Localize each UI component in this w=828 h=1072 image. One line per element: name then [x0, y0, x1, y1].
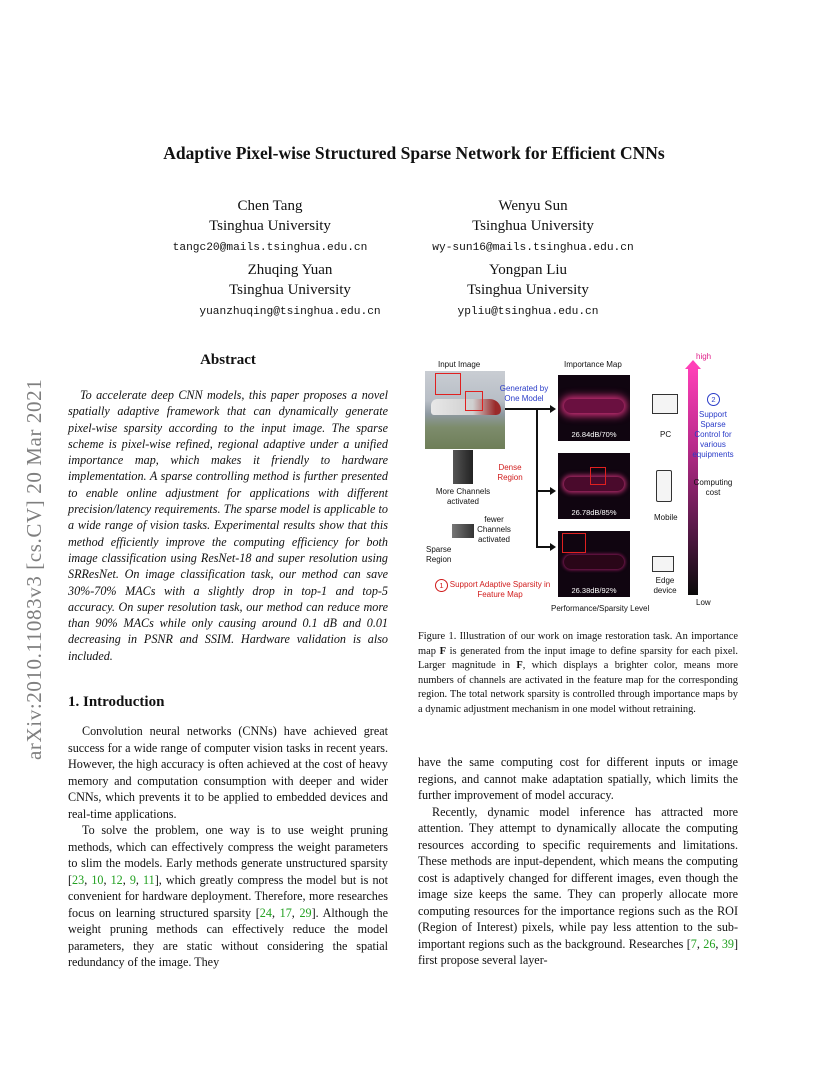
dense-region-label: Dense Region: [497, 463, 523, 482]
author-affiliation: Tsinghua University: [229, 282, 351, 298]
importance-glow: [564, 555, 624, 569]
dense-region-box: [590, 467, 606, 485]
intro-right-column: [418, 754, 738, 969]
sparse-region-box: [562, 533, 586, 553]
citation-link[interactable]: 26: [703, 936, 716, 951]
computing-cost-label: Computing cost: [693, 478, 733, 497]
citation-link[interactable]: 9: [129, 872, 136, 887]
input-image-label: Input Image: [438, 360, 481, 369]
author-block: [190, 260, 390, 322]
paper-title: Adaptive Pixel-wise Structured Sparse Network for Efficient CNNs: [163, 143, 665, 163]
author-email[interactable]: tangc20@mails.tsinghua.edu.cn: [172, 242, 368, 254]
citation-link[interactable]: 12: [110, 872, 123, 887]
performance-level-label: Performance/Sparsity Level: [551, 604, 650, 613]
highlight-box: [435, 373, 461, 395]
author-name: Wenyu Sun: [498, 198, 568, 214]
pc-label: PC: [660, 430, 672, 439]
figure-caption: Figure 1. Illustration of our work on image restoration task. An importance map F is generated from the input image to define sparsity for each pixel. Larger magnitude in F, which displays a brighter color, means more numbers of channels are activated in the feature map for the corresponding region. The total network sparsity is controlled through importance maps by a dynamic adjustment mechanism in one model without retraining.: [418, 631, 738, 715]
map-metric-label: 26.38dB/92%: [571, 586, 617, 595]
map-metric-label: 26.78dB/85%: [571, 508, 617, 517]
paragraph: have the same computing cost for different inputs or image regions, and cannot make adaptation spatially, which limits the further improvement of model accuracy.: [418, 755, 738, 802]
support-sparse-label: Support Sparse Control for various equipments: [692, 410, 734, 459]
author-affiliation: Tsinghua University: [467, 282, 589, 298]
citation-link[interactable]: 24: [259, 905, 272, 920]
paragraph: To solve the problem, one way is to use weight pruning methods, which can effectively compress the weight parameters to slim the models. Early methods generate unstructured sparsity [23, 10, 12, 9, 11], which greatly compress the model but is not convenient for hardware deployment. Therefore, more researches focus on learning structured sparsity [24, 17, 29]. Although the weight pruning methods can effectively reduce the model parameters, they are static without considering the spatial redundancy of the image. They: [68, 823, 388, 969]
arrow: [536, 546, 551, 548]
highlight-box: [465, 391, 483, 411]
map-metric-label: 26.84dB/70%: [571, 430, 617, 439]
intro-left-column: [68, 723, 388, 971]
channel-stack-icon: [453, 450, 473, 484]
step-number-badge: 1: [435, 579, 448, 592]
input-image: [425, 371, 505, 449]
arrow: [536, 490, 551, 492]
mobile-phone-icon: [656, 470, 672, 502]
step-number-badge: 2: [707, 393, 720, 406]
fewer-channels-label: fewer Channels activated: [477, 515, 511, 544]
importance-map: [558, 453, 630, 519]
author-name: Zhuqing Yuan: [247, 262, 333, 278]
author-affiliation: Tsinghua University: [472, 218, 594, 234]
sparse-region-label: Sparse Region: [426, 545, 452, 564]
pc-monitor-icon: [652, 394, 678, 414]
mobile-label: Mobile: [654, 513, 678, 522]
paragraph: Recently, dynamic model inference has attracted more attention. They attempt to dynamically allocate the computing resources according to specific requirements and limitations. These methods are input-dependent, which means the computing cost is adaptively changed for different images, even though the image size keeps the same. They can properly allocate more computing resources for the importance regions such as the ROI (Region of Interest) pixels, while pay less attention to the sub-important regions such as the background. Researches [7, 26, 39] first propose several layer-: [418, 804, 739, 967]
citation-link[interactable]: 23: [72, 872, 85, 887]
author-email[interactable]: wy-sun16@mails.tsinghua.edu.cn: [432, 242, 634, 254]
scale-high-label: high: [696, 352, 712, 361]
paragraph: Convolution neural networks (CNNs) have achieved great success for a wide range of computer vision tasks in recent years. However, the high accuracy is often achieved at the cost of heavy memory and computation consumption with deeper and wider CNNs, which prevents it to be applied to embedded devices and real-time applications.: [68, 724, 388, 821]
author-block: [170, 196, 370, 258]
importance-map-label: Importance Map: [564, 360, 622, 369]
abstract-heading: Abstract: [200, 352, 256, 368]
citation-link[interactable]: 17: [279, 905, 292, 920]
citation-link[interactable]: 39: [721, 936, 734, 951]
connector-line: [536, 408, 538, 548]
citation-link[interactable]: 7: [690, 936, 697, 951]
author-affiliation: Tsinghua University: [209, 218, 331, 234]
support-adaptive-label: Support Adaptive Sparsity in Feature Map: [449, 580, 551, 599]
arxiv-identifier-stamp: arXiv:2010.11083v3 [cs.CV] 20 Mar 2021: [22, 378, 46, 760]
section-heading: 1. Introduction: [68, 694, 165, 710]
importance-map: [558, 375, 630, 441]
citation-link[interactable]: 10: [91, 872, 104, 887]
channel-stack-icon: [452, 524, 474, 538]
author-email[interactable]: yuanzhuqing@tsinghua.edu.cn: [199, 306, 381, 318]
camera-icon: [652, 556, 674, 572]
abstract-text: To accelerate deep CNN models, this paper proposes a novel spatially adaptive framework that can dynamically generate pixel-wise sparsity according to the input image. The sparse scheme is pixel-wise refined, regional adaptive under a unified importance map, which makes it friendly to hardware implementation. A sparse controlling method is further presented to enable online adjustment for applications with different precision/latency requirements. The sparse model is applicable to a wide range of vision tasks. Experimental results show that this method efficiently improve the computing efficiency for both image classification using ResNet-18 and super resolution using SRResNet. On image classification task, our method can save 30%-70% MACs with a slightly drop in top-1 and top-5 accuracy. On super resolution task, our method can reduce more than 90% MACs while only causing around 0.1 dB and 0.01 decreasing in PSNR and SSIM. Hardware validation is also included.: [68, 388, 388, 663]
author-email[interactable]: ypliu@tsinghua.edu.cn: [457, 306, 599, 318]
arrow: [505, 408, 551, 410]
citation-link[interactable]: 29: [299, 905, 312, 920]
importance-map: [558, 531, 630, 597]
scale-low-label: Low: [696, 598, 711, 607]
edge-device-label: Edge device: [653, 576, 677, 595]
figure-1: [418, 350, 748, 620]
author-block: [418, 196, 648, 258]
importance-glow: [564, 399, 624, 413]
citation-link[interactable]: 11: [143, 872, 155, 887]
generated-by-label: Generated by One Model: [499, 384, 549, 403]
author-name: Chen Tang: [237, 198, 303, 214]
author-name: Yongpan Liu: [488, 262, 568, 278]
more-channels-label: More Channels activated: [435, 487, 491, 506]
author-block: [428, 260, 628, 322]
